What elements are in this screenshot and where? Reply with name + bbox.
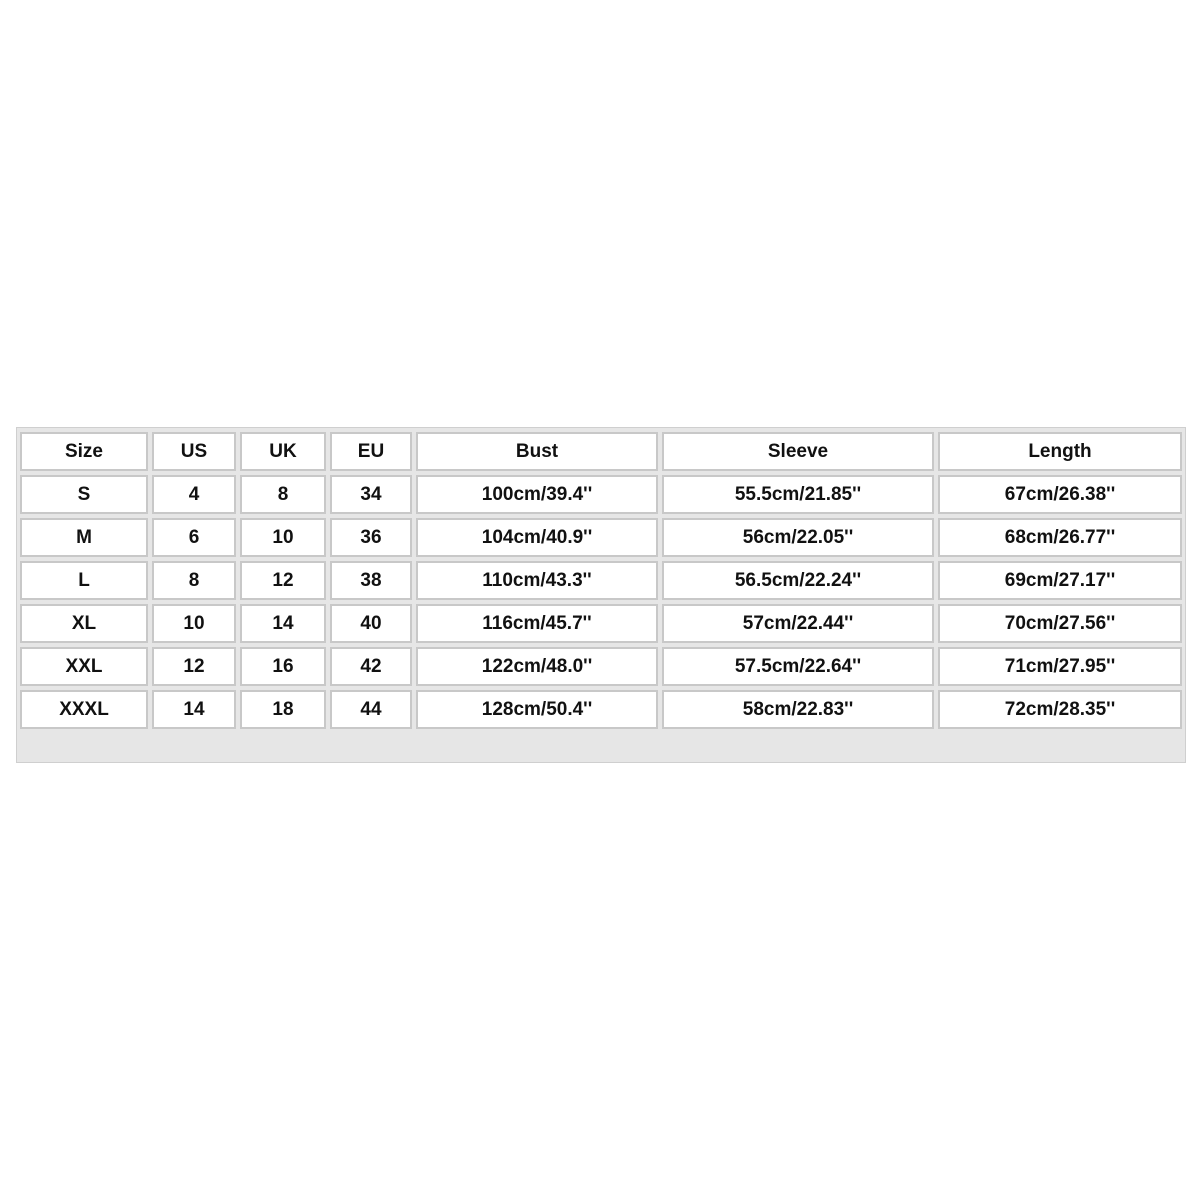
cell-uk: 8 [240,475,326,514]
column-header-size: Size [20,432,148,471]
column-header-length: Length [938,432,1182,471]
table-row [20,647,1182,686]
cell-bust: 128cm/50.4'' [416,690,658,729]
column-header-uk: UK [240,432,326,471]
column-header-bust: Bust [416,432,658,471]
cell-length: 69cm/27.17'' [938,561,1182,600]
cell-uk: 16 [240,647,326,686]
cell-sleeve: 55.5cm/21.85'' [662,475,934,514]
cell-us: 4 [152,475,236,514]
cell-eu: 34 [330,475,412,514]
cell-sleeve: 56.5cm/22.24'' [662,561,934,600]
cell-us: 14 [152,690,236,729]
cell-eu: 42 [330,647,412,686]
column-header-us: US [152,432,236,471]
cell-sleeve: 57cm/22.44'' [662,604,934,643]
cell-bust: 122cm/48.0'' [416,647,658,686]
table-row [20,518,1182,557]
cell-sleeve: 58cm/22.83'' [662,690,934,729]
cell-uk: 10 [240,518,326,557]
cell-length: 70cm/27.56'' [938,604,1182,643]
cell-us: 6 [152,518,236,557]
cell-eu: 40 [330,604,412,643]
table-row [20,690,1182,729]
column-header-eu: EU [330,432,412,471]
table-row [20,475,1182,514]
cell-bust: 110cm/43.3'' [416,561,658,600]
cell-size: XXXL [20,690,148,729]
cell-length: 71cm/27.95'' [938,647,1182,686]
cell-size: L [20,561,148,600]
cell-sleeve: 57.5cm/22.64'' [662,647,934,686]
table-row [20,604,1182,643]
cell-eu: 44 [330,690,412,729]
cell-bust: 100cm/39.4'' [416,475,658,514]
cell-size: S [20,475,148,514]
table-header-row [20,432,1182,471]
table-row [20,561,1182,600]
cell-length: 68cm/26.77'' [938,518,1182,557]
cell-uk: 18 [240,690,326,729]
cell-length: 72cm/28.35'' [938,690,1182,729]
cell-length: 67cm/26.38'' [938,475,1182,514]
column-header-sleeve: Sleeve [662,432,934,471]
cell-uk: 12 [240,561,326,600]
cell-bust: 116cm/45.7'' [416,604,658,643]
cell-us: 12 [152,647,236,686]
size-chart [16,427,1186,763]
cell-size: XXL [20,647,148,686]
cell-size: XL [20,604,148,643]
cell-us: 10 [152,604,236,643]
cell-bust: 104cm/40.9'' [416,518,658,557]
cell-us: 8 [152,561,236,600]
cell-sleeve: 56cm/22.05'' [662,518,934,557]
cell-eu: 38 [330,561,412,600]
cell-size: M [20,518,148,557]
cell-uk: 14 [240,604,326,643]
cell-eu: 36 [330,518,412,557]
size-table [16,428,1186,733]
